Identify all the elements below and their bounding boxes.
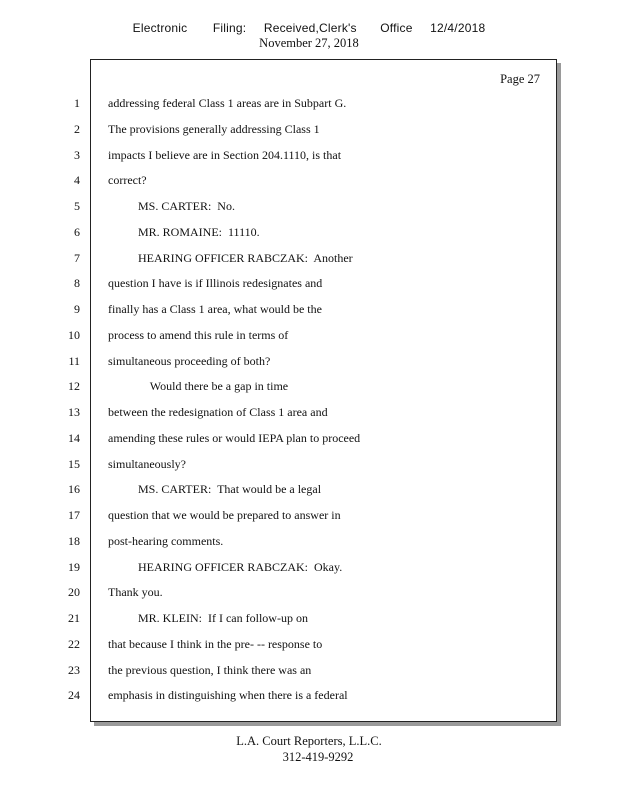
transcript-line: Would there be a gap in time — [108, 379, 289, 394]
transcript-line: simultaneous proceeding of both? — [108, 353, 271, 368]
line-number: 6 — [74, 224, 80, 239]
transcript-line: The provisions generally addressing Class 1 — [108, 121, 320, 136]
line-number: 5 — [74, 199, 80, 213]
line-number: 9 — [74, 302, 80, 316]
line-number: 11 — [68, 353, 80, 368]
transcript-line: addressing federal Class 1 areas are in Subpart G. — [108, 96, 347, 110]
transcript-line: correct? — [108, 173, 147, 188]
transcript-line: MS. CARTER: No. — [108, 199, 235, 213]
court-reporter-phone: 312-419-9292 — [282, 750, 354, 764]
transcript-line: Thank you. — [108, 585, 163, 600]
transcript-line: process to amend this rule in terms of — [108, 327, 289, 342]
filed-date: November 27, 2018 — [259, 36, 359, 50]
transcript-line: the previous question, I think there was an — [108, 662, 312, 677]
page-label: Page 27 — [500, 72, 540, 86]
filing-stamp — [0, 21, 618, 35]
transcript-line: HEARING OFFICER RABCZAK: Okay. — [108, 559, 343, 574]
line-number: 2 — [74, 121, 80, 136]
line-number: 8 — [74, 276, 80, 291]
court-reporter-name: L.A. Court Reporters, L.L.C. — [236, 734, 382, 748]
line-number: 24 — [68, 688, 80, 703]
transcript-line: MR. KLEIN: If I can follow-up on — [108, 611, 308, 625]
stamp-part: Electronic — [132, 21, 188, 35]
line-number: 1 — [74, 96, 80, 110]
line-number: 15 — [68, 456, 80, 471]
line-number: 4 — [74, 173, 80, 188]
stamp-part: Filing: — [212, 21, 247, 35]
line-number: 21 — [68, 611, 80, 625]
transcript-line: question I have is if Illinois redesignates and — [108, 276, 323, 291]
transcript-line: question that we would be prepared to answer in — [108, 508, 341, 522]
line-number: 18 — [68, 533, 80, 548]
line-number: 7 — [74, 250, 80, 265]
stamp-part: Office — [380, 21, 413, 35]
transcript-line: that because I think in the pre- -- response to — [108, 636, 323, 651]
transcript-line: post-hearing comments. — [108, 533, 224, 548]
transcript-line: emphasis in distinguishing when there is a federal — [108, 688, 348, 703]
transcript-line: simultaneously? — [108, 456, 186, 471]
line-number: 16 — [68, 482, 80, 497]
footer — [0, 734, 618, 765]
line-number: 10 — [68, 327, 80, 342]
line-number: 20 — [68, 585, 80, 600]
stamp-part: 12/4/2018 — [430, 21, 486, 35]
transcript-line: impacts I believe are in Section 204.1110, is that — [108, 147, 342, 162]
line-number: 19 — [68, 559, 80, 574]
transcript-line: MR. ROMAINE: 11110. — [108, 224, 260, 239]
transcript-line: amending these rules or would IEPA plan to proceed — [108, 430, 361, 445]
transcript-line: finally has a Class 1 area, what would be the — [108, 302, 322, 316]
line-number: 3 — [74, 147, 80, 162]
line-number: 12 — [68, 379, 80, 394]
line-number: 17 — [68, 508, 80, 522]
line-number: 23 — [68, 662, 80, 677]
stamp-part: Received,Clerk's — [263, 21, 357, 35]
transcript-line: MS. CARTER: That would be a legal — [108, 482, 322, 497]
transcript-line: HEARING OFFICER RABCZAK: Another — [108, 250, 353, 265]
transcript-line: between the redesignation of Class 1 area and — [108, 405, 328, 419]
line-number: 14 — [68, 430, 80, 445]
line-number: 22 — [68, 636, 80, 651]
line-number: 13 — [68, 405, 80, 419]
